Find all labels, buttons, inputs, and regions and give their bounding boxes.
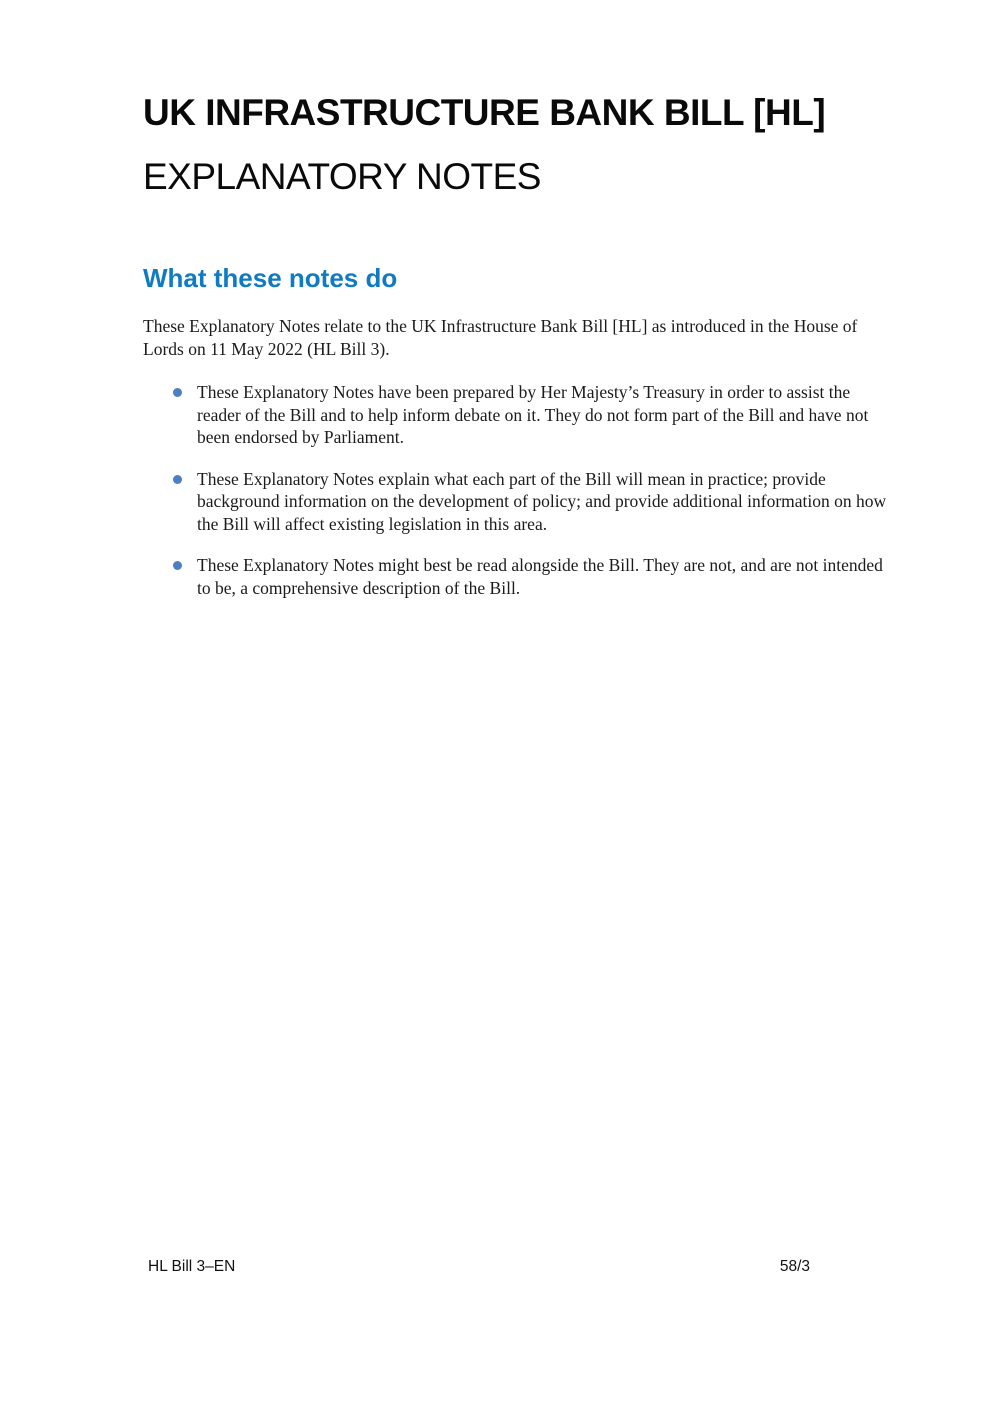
list-item	[173, 381, 887, 449]
list-item	[173, 468, 887, 536]
intro-paragraph: These Explanatory Notes relate to the UK Infrastructure Bank Bill [HL] as introduced in the House of Lords on 11 May 2022 (HL Bill 3).	[143, 316, 858, 359]
bullet-text: These Explanatory Notes might best be read alongside the Bill. They are not, and are not intended to be, a comprehensive description of the Bill.	[197, 555, 883, 598]
bullet-icon	[173, 561, 182, 570]
footer-page-number: 58/3	[779, 1258, 810, 1275]
bullet-text: These Explanatory Notes explain what each part of the Bill will mean in practice; provide background information on the development of policy; and provide additional information on how the Bill will affect existing legislation in this area.	[197, 468, 887, 534]
notes-bullet-list	[173, 381, 887, 618]
bullet-icon	[173, 388, 182, 397]
section-heading: What these notes do	[143, 263, 398, 293]
list-item	[173, 554, 887, 599]
bullet-icon	[173, 475, 182, 484]
document-title: UK INFRASTRUCTURE BANK BILL [HL]	[143, 92, 826, 133]
page-footer	[148, 1258, 810, 1276]
footer-bill-reference: HL Bill 3–EN	[148, 1258, 236, 1275]
bullet-text: These Explanatory Notes have been prepared by Her Majesty’s Treasury in order to assist the reader of the Bill and to help inform debate on it. They do not form part of the Bill and have not been endorsed by Parliament.	[197, 382, 869, 447]
document-subtitle: EXPLANATORY NOTES	[143, 156, 541, 197]
